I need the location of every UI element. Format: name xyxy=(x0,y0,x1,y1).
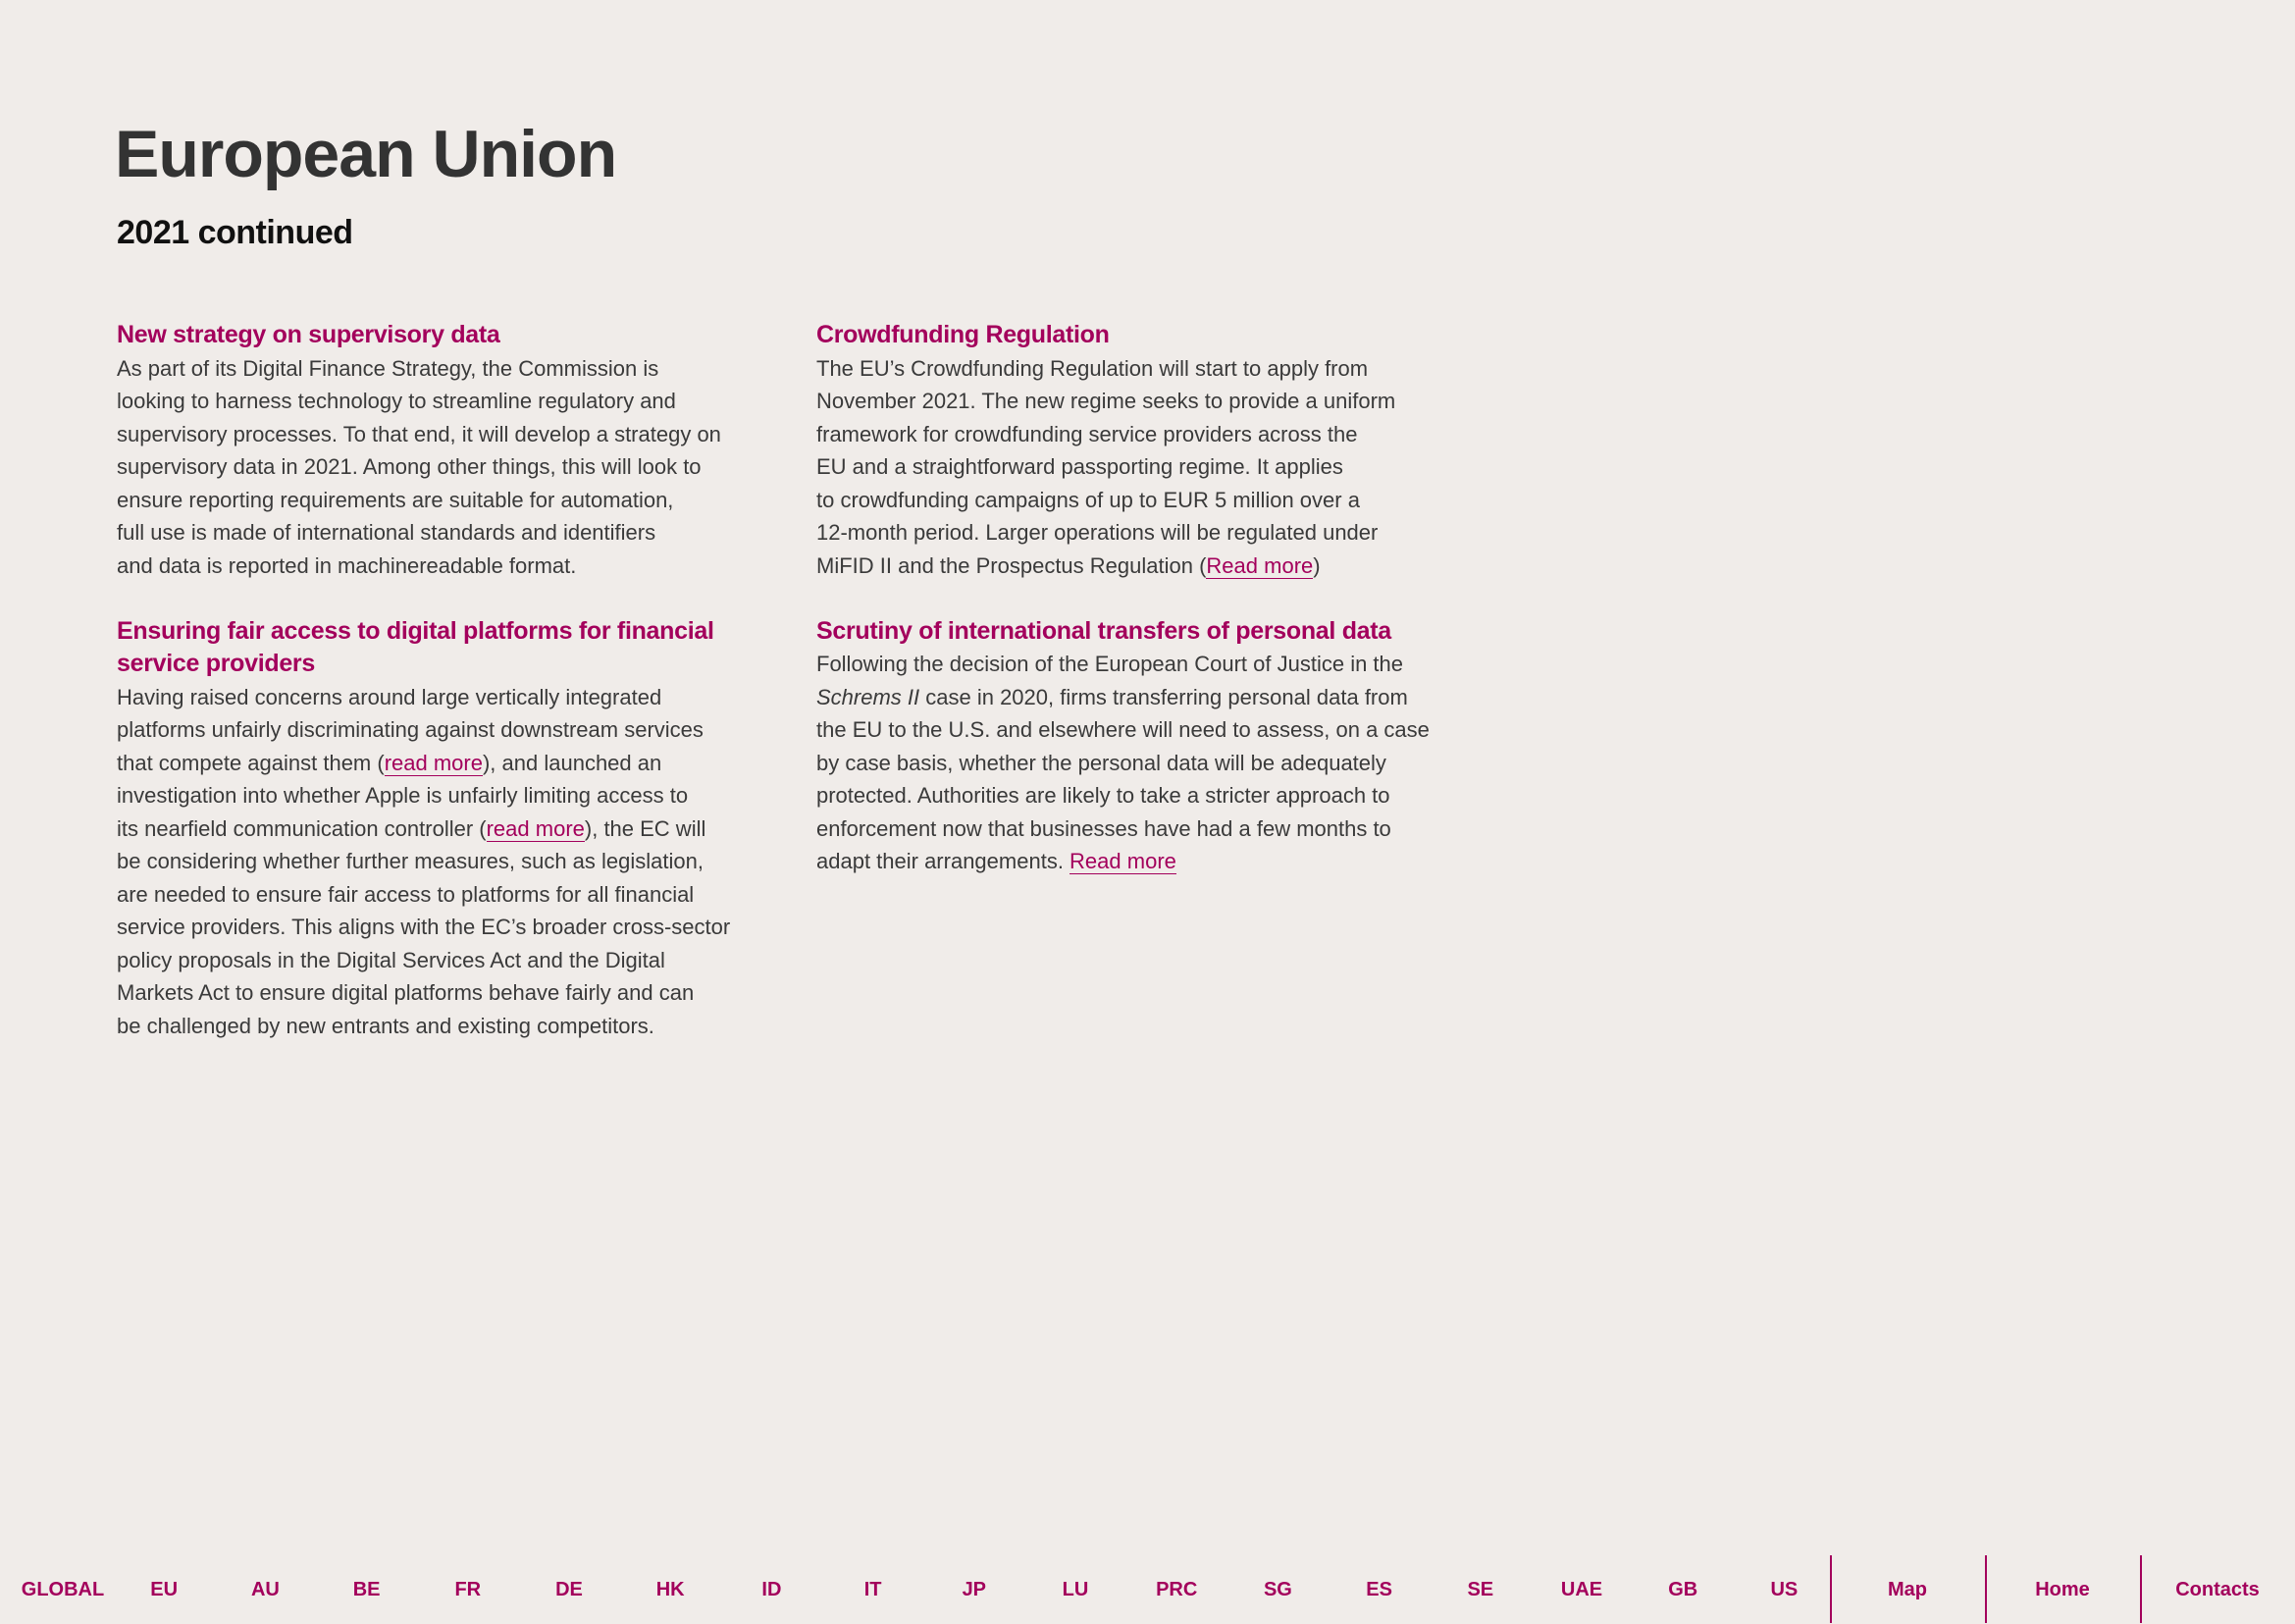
nav-item-lu[interactable]: LU xyxy=(1062,1579,1089,1600)
body-text-line xyxy=(117,550,823,583)
body-text: supervisory data in 2021. Among other things, this will look to xyxy=(117,454,702,479)
article-section xyxy=(816,319,1523,582)
nav-link-map[interactable]: Map xyxy=(1888,1579,1927,1600)
body-text: framework for crowdfunding service providers across the xyxy=(816,421,1358,446)
body-text: Following the decision of the European Court of Justice in the xyxy=(816,652,1404,676)
body-text: its nearfield communication controller ( xyxy=(117,815,487,841)
body-text: be challenged by new entrants and existing competitors. xyxy=(117,1013,654,1038)
nav-divider xyxy=(1830,1555,1832,1623)
section-heading: service providers xyxy=(117,650,315,677)
nav-item-us[interactable]: US xyxy=(1770,1579,1799,1600)
body-text: ) xyxy=(1313,552,1321,578)
body-text-line xyxy=(816,713,1523,747)
body-text-line xyxy=(816,352,1523,386)
read-more-link[interactable]: Read more xyxy=(1206,552,1314,578)
body-text: to crowdfunding campaigns of up to EUR 5 million over a xyxy=(816,487,1360,512)
nav-item-au[interactable]: AU xyxy=(250,1579,280,1600)
body-text-line xyxy=(117,1010,823,1043)
body-text-line xyxy=(117,976,823,1010)
nav-item-fr[interactable]: FR xyxy=(454,1579,482,1600)
body-text: ), and launched an xyxy=(482,750,662,775)
body-text: Having raised concerns around large vertically integrated xyxy=(117,684,662,709)
nav-item-jp[interactable]: JP xyxy=(962,1579,987,1600)
body-text: ensure reporting requirements are suitable for automation, xyxy=(117,487,674,512)
body-text: full use is made of international standards and identifiers xyxy=(117,520,656,545)
body-text: case in 2020, firms transferring personal data from xyxy=(919,684,1408,709)
body-text-line xyxy=(117,681,823,714)
body-text: investigation into whether Apple is unfairly limiting access to xyxy=(117,783,689,808)
nav-item-it[interactable]: IT xyxy=(863,1579,882,1600)
left-column xyxy=(117,319,823,1042)
body-text: supervisory processes. To that end, it will develop a strategy on xyxy=(117,421,721,446)
body-text: ), the EC will xyxy=(584,815,706,841)
right-column xyxy=(816,319,1523,878)
page-subtitle: 2021 continued xyxy=(117,214,353,251)
body-text-line xyxy=(117,450,823,484)
body-text-line xyxy=(816,418,1523,451)
body-text-line xyxy=(117,352,823,386)
body-text-line xyxy=(816,450,1523,484)
nav-link-contacts[interactable]: Contacts xyxy=(2175,1579,2260,1600)
body-text: that compete against them ( xyxy=(117,750,385,775)
body-text-line xyxy=(117,713,823,747)
nav-item-be[interactable]: BE xyxy=(352,1579,381,1600)
section-spacer xyxy=(117,582,823,615)
body-text: be considering whether further measures, such as legislation, xyxy=(117,849,704,873)
section-heading: Crowdfunding Regulation xyxy=(816,321,1110,348)
body-text: by case basis, whether the personal data will be adequately xyxy=(816,750,1386,775)
read-more-link[interactable]: read more xyxy=(384,750,483,775)
body-text: adapt their arrangements. xyxy=(816,849,1070,873)
nav-item-id[interactable]: ID xyxy=(761,1579,782,1600)
section-heading: Ensuring fair access to digital platforms for financial xyxy=(117,616,714,645)
body-text-line xyxy=(117,911,823,944)
body-text: EU and a straightforward passporting regime. It applies xyxy=(816,454,1343,479)
body-text: the EU to the U.S. and elsewhere will need to assess, on a case xyxy=(816,717,1430,742)
case-name: Schrems II xyxy=(816,684,920,709)
section-heading: New strategy on supervisory data xyxy=(117,321,500,348)
nav-item-global[interactable]: GLOBAL xyxy=(21,1579,105,1600)
body-text-line xyxy=(816,747,1523,780)
article-section xyxy=(816,615,1523,878)
body-text: are needed to ensure fair access to platforms for all financial xyxy=(117,881,695,907)
body-text-line xyxy=(117,779,823,812)
body-text: November 2021. The new regime seeks to provide a uniform xyxy=(816,389,1396,413)
nav-divider xyxy=(2140,1555,2142,1623)
nav-item-prc[interactable]: PRC xyxy=(1156,1579,1198,1600)
body-text-line xyxy=(117,385,823,418)
body-text: 12-month period. Larger operations will be regulated under xyxy=(816,520,1379,545)
page-title: European Union xyxy=(115,117,617,191)
nav-item-uae[interactable]: UAE xyxy=(1560,1579,1603,1600)
nav-item-eu[interactable]: EU xyxy=(150,1579,179,1600)
nav-item-hk[interactable]: HK xyxy=(655,1579,685,1600)
body-text-line xyxy=(117,747,823,780)
body-text-line xyxy=(117,418,823,451)
body-text-line xyxy=(816,550,1523,583)
body-text-line xyxy=(117,944,823,977)
body-text-line xyxy=(816,779,1523,812)
nav-item-sg[interactable]: SG xyxy=(1263,1579,1292,1600)
body-text-line xyxy=(117,878,823,912)
body-text-line xyxy=(816,385,1523,418)
body-text: policy proposals in the Digital Services Act and the Digital xyxy=(117,947,665,972)
body-text-line xyxy=(816,681,1523,714)
body-text-line xyxy=(117,484,823,517)
bottom-navigation xyxy=(0,1555,2295,1623)
body-text: Markets Act to ensure digital platforms behave fairly and can xyxy=(117,980,695,1005)
body-text: service providers. This aligns with the EC’s broader cross-sector xyxy=(117,915,731,939)
body-text: enforcement now that businesses have had a few months to xyxy=(816,815,1391,841)
section-spacer xyxy=(816,582,1523,615)
article-section xyxy=(117,615,823,1043)
nav-item-gb[interactable]: GB xyxy=(1668,1579,1698,1600)
nav-divider xyxy=(1985,1555,1987,1623)
body-text: platforms unfairly discriminating against downstream services xyxy=(117,717,704,742)
body-text-line xyxy=(117,516,823,550)
body-text: As part of its Digital Finance Strategy, the Commission is xyxy=(117,355,659,381)
body-text-line xyxy=(816,812,1523,846)
body-text-line xyxy=(117,845,823,878)
body-text: protected. Authorities are likely to take a stricter approach to xyxy=(816,783,1390,808)
read-more-link[interactable]: read more xyxy=(486,815,585,841)
body-text: The EU’s Crowdfunding Regulation will start to apply from xyxy=(816,355,1369,381)
article-section xyxy=(117,319,823,582)
nav-item-es[interactable]: ES xyxy=(1366,1579,1392,1600)
body-text-line xyxy=(117,812,823,846)
body-text-line xyxy=(816,648,1523,681)
nav-item-se[interactable]: SE xyxy=(1467,1579,1494,1600)
body-text-line xyxy=(816,516,1523,550)
body-text: looking to harness technology to streamline regulatory and xyxy=(117,389,676,413)
body-text: MiFID II and the Prospectus Regulation ( xyxy=(816,552,1207,578)
read-more-link[interactable]: Read more xyxy=(1069,849,1176,873)
body-text-line xyxy=(816,484,1523,517)
nav-link-home[interactable]: Home xyxy=(2035,1579,2090,1600)
body-text: and data is reported in machinereadable format. xyxy=(117,552,577,578)
body-text-line xyxy=(816,845,1523,878)
nav-item-de[interactable]: DE xyxy=(555,1579,583,1600)
section-heading: Scrutiny of international transfers of personal data xyxy=(816,616,1391,645)
